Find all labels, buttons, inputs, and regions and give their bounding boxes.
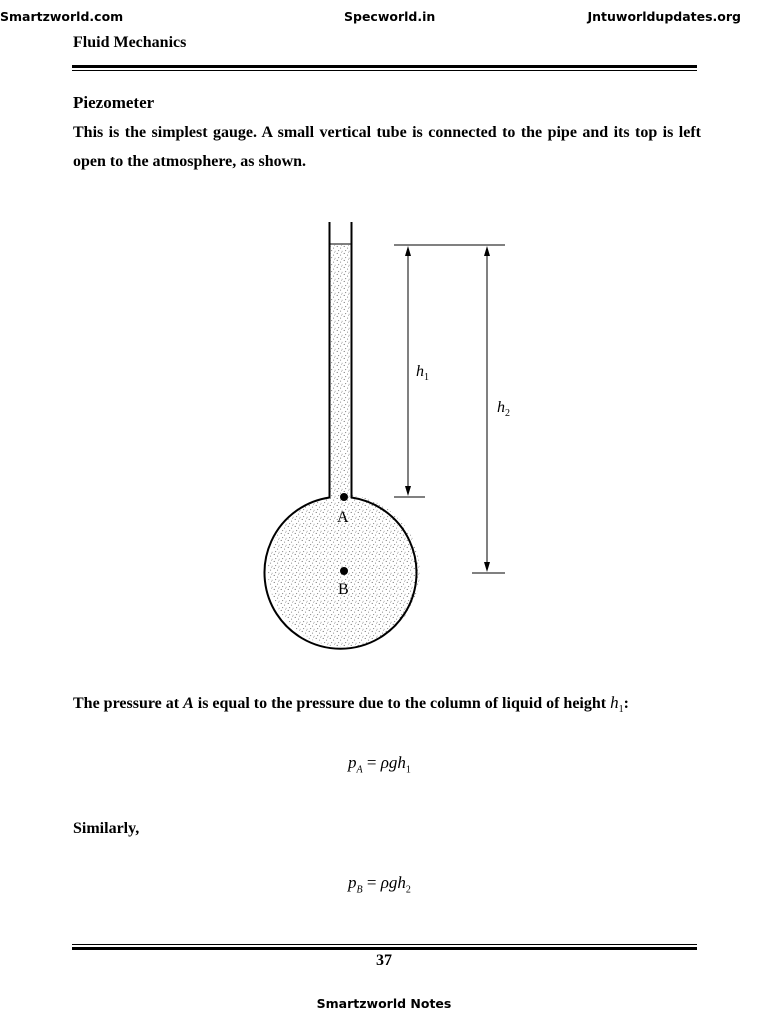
footer-rule-thick <box>72 947 697 950</box>
pressure-var-sub: 1 <box>618 704 624 716</box>
pressure-text-part-1: The pressure at <box>73 695 184 712</box>
eq-b-operator: = <box>362 873 381 892</box>
equation-pa <box>348 753 411 775</box>
label-a: A <box>337 509 349 526</box>
footer-rule-thin <box>72 944 697 945</box>
h2-arrow-up <box>484 246 490 256</box>
point-b-marker <box>340 567 348 575</box>
eq-b-h-sub: 2 <box>405 884 411 896</box>
point-a-marker <box>340 493 348 501</box>
label-h1: $h_1$ <box>416 363 429 383</box>
watermark-footer: Smartzworld Notes <box>316 996 452 1011</box>
watermark-left: Smartzworld.com <box>0 9 124 24</box>
section-heading: Piezometer <box>73 93 155 112</box>
equation-pb <box>348 873 411 895</box>
label-h2: $h_2$ <box>497 399 510 419</box>
eq-a-rho: ρ <box>380 753 389 772</box>
pressure-statement <box>73 688 713 724</box>
eq-a-operator: = <box>362 753 381 772</box>
eq-a-g: g <box>388 753 398 772</box>
eq-b-g: g <box>388 873 398 892</box>
document-header-title: Fluid Mechanics <box>73 34 187 51</box>
eq-b-lhs: p <box>348 873 357 892</box>
pressure-point-a: A <box>183 695 194 712</box>
pressure-var-h: h <box>610 693 619 712</box>
watermark-center: Specworld.in <box>344 9 436 24</box>
eq-b-h: h <box>397 873 406 892</box>
label-b: B <box>338 581 349 598</box>
watermark-right: Jntuworldupdates.org <box>587 9 741 24</box>
pressure-text-part-2: is equal to the pressure due to the column of liquid of height <box>193 695 611 712</box>
h1-arrow-up <box>405 246 411 256</box>
eq-b-lhs-sub: B <box>356 884 363 896</box>
h2-arrow-down <box>484 562 490 572</box>
similarly-text: Similarly, <box>73 820 140 837</box>
eq-a-h: h <box>397 753 406 772</box>
intro-paragraph: This is the simplest gauge. A small vertical tube is connected to the pipe and its top is left open to the atmosphere, as shown. <box>73 124 701 170</box>
eq-a-lhs: p <box>348 753 357 772</box>
pressure-colon: : <box>623 695 629 712</box>
eq-a-lhs-sub: A <box>356 764 363 776</box>
page-number: 37 <box>376 952 392 969</box>
eq-a-h-sub: 1 <box>405 764 411 776</box>
eq-b-rho: ρ <box>380 873 389 892</box>
h1-arrow-down <box>405 486 411 496</box>
